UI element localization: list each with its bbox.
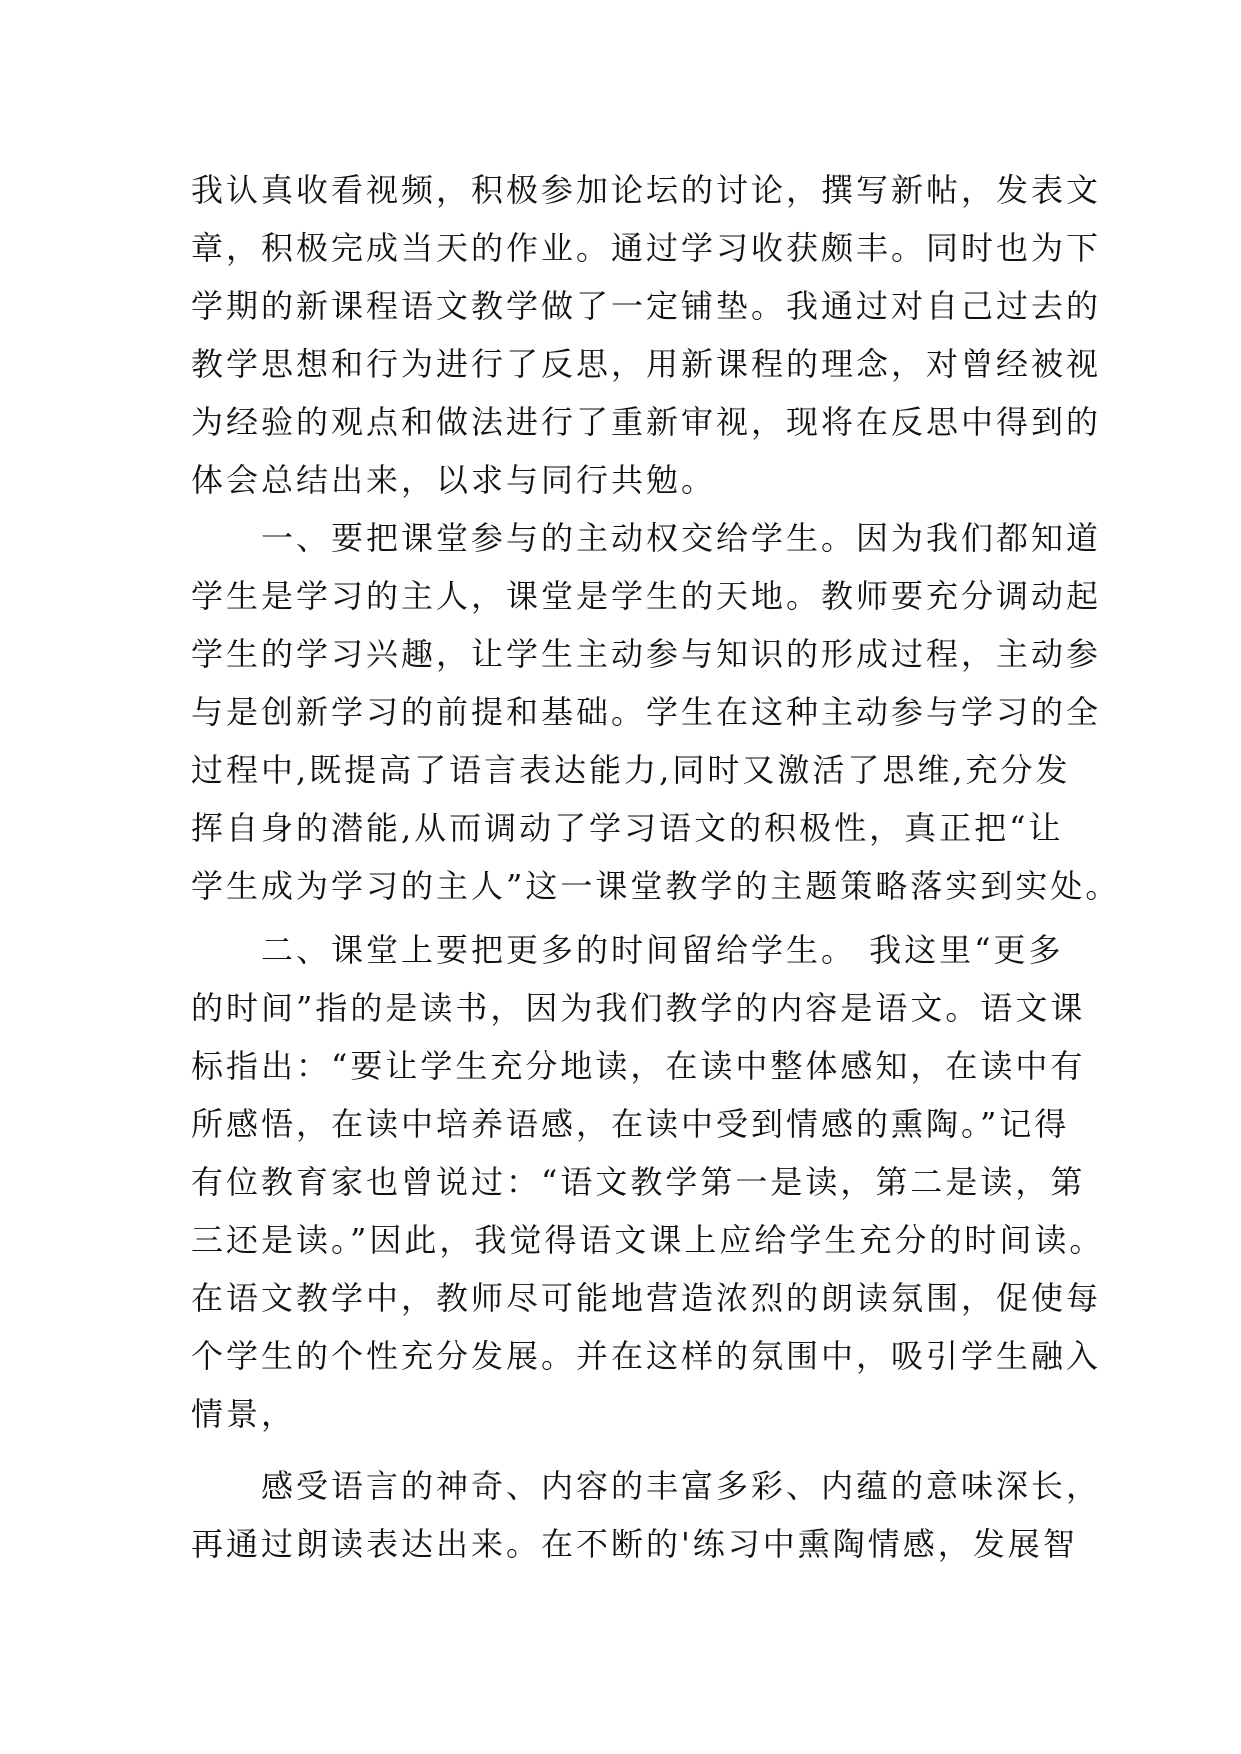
text-line: 情景， bbox=[191, 1395, 297, 1433]
text-line: 挥自身的潜能,从而调动了学习语文的积极性，真正把“让 bbox=[191, 809, 1064, 847]
text-line: 一、要把课堂参与的主动权交给学生。因为我们都知道 bbox=[191, 519, 1102, 557]
text-line: 的时间”指的是读书，因为我们教学的内容是语文。语文课 bbox=[191, 989, 1086, 1027]
text-line: 教学思想和行为进行了反思，用新课程的理念，对曾经被视 bbox=[191, 345, 1102, 383]
text-line: 学生成为学习的主人”这一课堂教学的主题策略落实到实处。 bbox=[191, 867, 1121, 905]
text-line: 学期的新课程语文教学做了一定铺垫。我通过对自己过去的 bbox=[191, 287, 1102, 325]
text-line: 章，积极完成当天的作业。通过学习收获颇丰。同时也为下 bbox=[191, 229, 1102, 267]
text-line: 与是创新学习的前提和基础。学生在这种主动参与学习的全 bbox=[191, 693, 1102, 731]
text-line: 为经验的观点和做法进行了重新审视，现将在反思中得到的 bbox=[191, 403, 1102, 441]
text-line: 在语文教学中，教师尽可能地营造浓烈的朗读氛围，促使每 bbox=[191, 1279, 1102, 1317]
text-line: 二、课堂上要把更多的时间留给学生。 我这里“更多 bbox=[191, 931, 1064, 969]
text-line: 标指出：“要让学生充分地读，在读中整体感知，在读中有 bbox=[191, 1047, 1086, 1085]
text-line: 个学生的个性充分发展。并在这样的氛围中，吸引学生融入 bbox=[191, 1337, 1102, 1375]
text-line: 我认真收看视频，积极参加论坛的讨论，撰写新帖，发表文 bbox=[191, 171, 1102, 209]
text-line: 体会总结出来，以求与同行共勉。 bbox=[191, 461, 717, 499]
text-line: 所感悟，在读中培养语感，在读中受到情感的熏陶。”记得 bbox=[191, 1105, 1070, 1143]
text-line: 有位教育家也曾说过：“语文教学第一是读，第二是读，第 bbox=[191, 1163, 1086, 1201]
text-line: 过程中,既提高了语言表达能力,同时又激活了思维,充分发 bbox=[191, 751, 1071, 789]
text-line: 学生是学习的主人，课堂是学生的天地。教师要充分调动起 bbox=[191, 577, 1102, 615]
text-line: 学生的学习兴趣，让学生主动参与知识的形成过程，主动参 bbox=[191, 635, 1102, 673]
text-line: 感受语言的神奇、内容的丰富多彩、内蕴的意味深长， bbox=[191, 1467, 1102, 1505]
text-line: 三还是读。”因此，我觉得语文课上应给学生充分的时间读。 bbox=[191, 1221, 1105, 1259]
text-line: 再通过朗读表达出来。在不断的'练习中熏陶情感，发展智 bbox=[191, 1525, 1078, 1563]
